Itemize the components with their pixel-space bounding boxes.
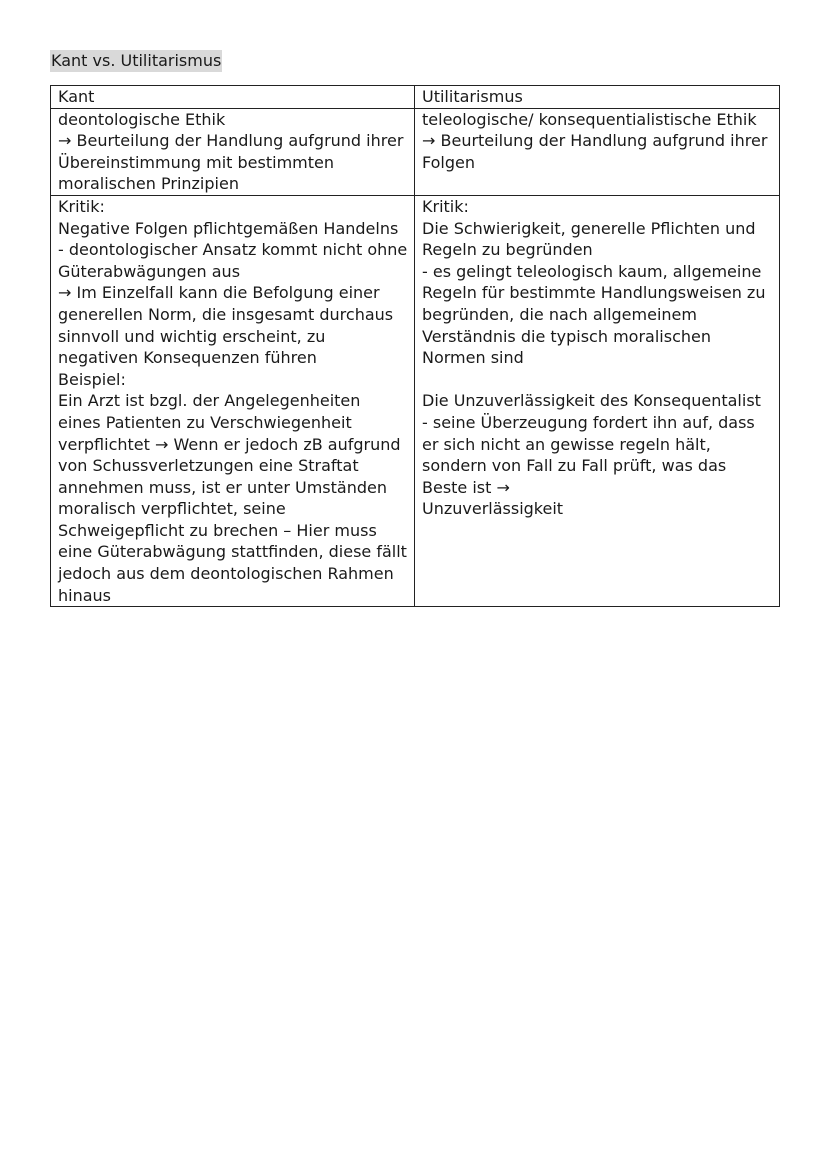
cell-utilitarismus-ethics: teleologische/ konsequentialistische Ethik → Beurteilung der Handlung aufgrund ihrer Folgen	[415, 108, 780, 195]
cell-utilitarismus-critique: Kritik: Die Schwierigkeit, generelle Pflichten und Regeln zu begründen - es gelingt teleologisch kaum, allgemeine Regeln für bestimmte Handlungsweisen zu begründen, die nach allgemeinem Verständnis die typisch moralischen Normen sind Die Unzuverlässigkeit des Konsequentalist - seine Überzeugung fordert ihn auf, dass er sich nicht an gewisse regeln hält, sondern von Fall zu Fall prüft, was das Beste ist → Unzuverlässigkeit	[415, 195, 780, 606]
comparison-table	[50, 85, 780, 607]
cell-kant-ethics: deontologische Ethik → Beurteilung der Handlung aufgrund ihrer Übereinstimmung mit bestimmten moralischen Prinzipien	[51, 108, 415, 195]
cell-kant-critique: Kritik: Negative Folgen pflichtgemäßen Handelns - deontologischer Ansatz kommt nicht ohne Güterabwägungen aus → Im Einzelfall kann die Befolgung einer generellen Norm, die insgesamt durchaus sinnvoll und wichtig erscheint, zu negativen Konsequenzen führen Beispiel: Ein Arzt ist bzgl. der Angelegenheiten eines Patienten zu Verschwiegenheit verpflichtet → Wenn er jedoch zB aufgrund von Schussverletzungen eine Straftat annehmen muss, ist er unter Umständen moralisch verpflichtet, seine Schweigepflicht zu brechen – Hier muss eine Güterabwägung stattfinden, diese fällt jedoch aus dem deontologischen Rahmen hinaus	[51, 195, 415, 606]
table-row	[51, 195, 780, 606]
header-kant: Kant	[51, 86, 415, 109]
table-header-row	[51, 86, 780, 109]
page-title: Kant vs. Utilitarismus	[51, 51, 222, 70]
table-row	[51, 108, 780, 195]
header-utilitarismus: Utilitarismus	[415, 86, 780, 109]
